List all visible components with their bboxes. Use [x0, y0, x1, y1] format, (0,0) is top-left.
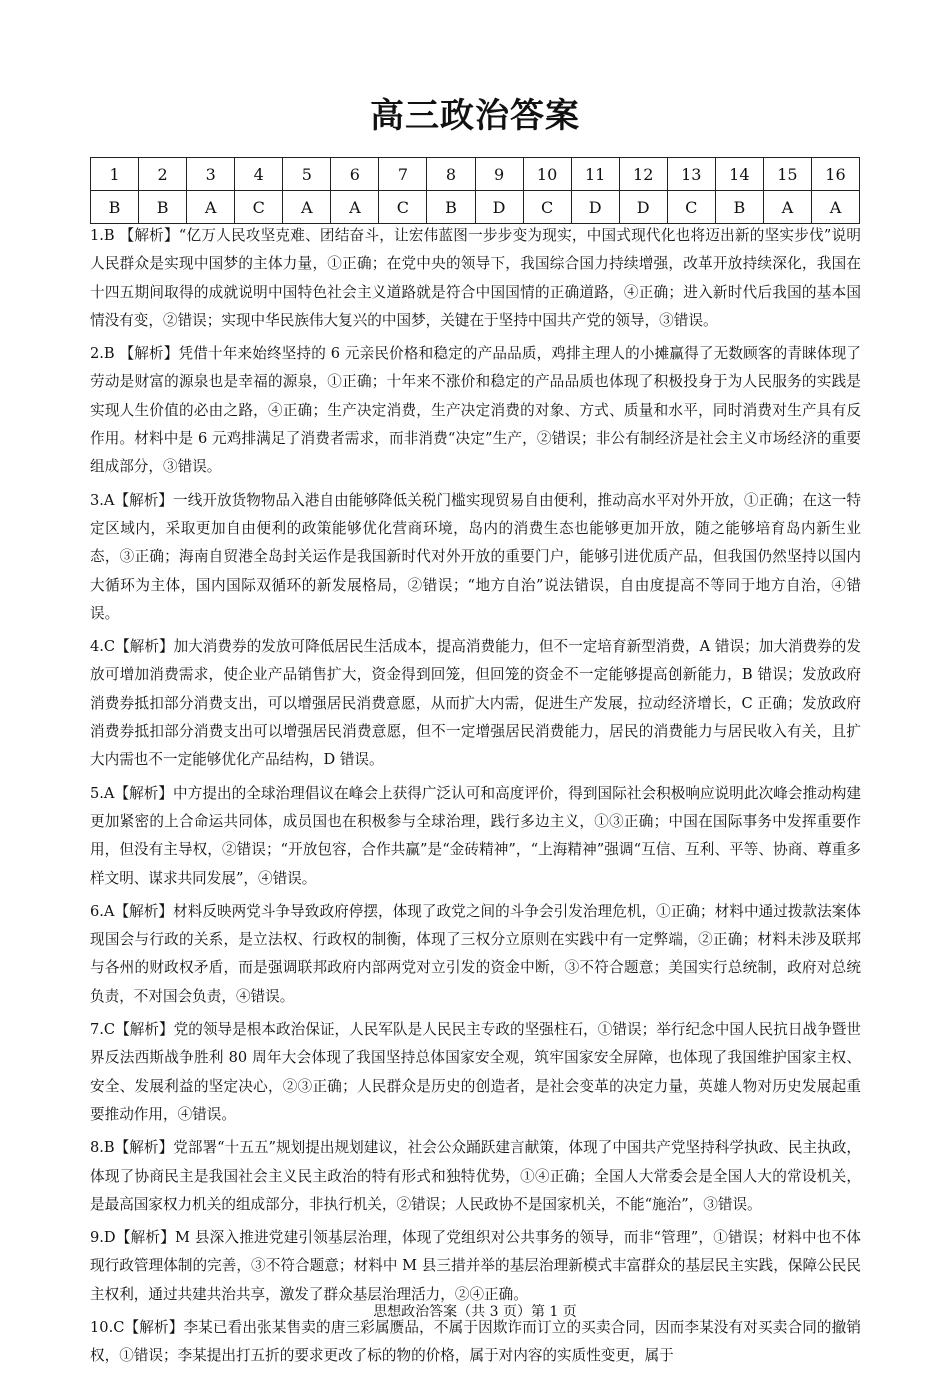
question-number-cell: 5 [283, 158, 331, 191]
explanations [90, 222, 861, 1376]
answer-cell: A [187, 191, 235, 224]
answer-cell: D [619, 191, 667, 224]
explanation-item: 6.A【解析】材料反映两党斗争导致政府停摆，体现了政党之间的斗争会引发治理危机，①正确；材料中通过拨款法案体现国会与行政的关系，是立法权、行政权的制衡，体现了三权分立原则在实践中有一定弊端，②正确；材料未涉及联邦与各州的财政权矛盾，而是强调联邦政府内部两党对立引发的资金中断，③不符合题意；美国实行总统制，政府对总统负责，不对国会负责，④错误。 [90, 902, 861, 1005]
explanation-item: 2.B 【解析】凭借十年来始终坚持的 6 元亲民价格和稳定的产品品质，鸡排主理人的小摊赢得了无数顾客的青睐体现了劳动是财富的源泉也是幸福的源泉，①正确；十年来不涨价和稳定的产品品质也体现了积极投身于为人民服务的实践是实现人生价值的必由之路，④正确；生产决定消费，生产决定消费的对象、方式、质量和水平，同时消费对生产具有反作用。材料中是 6 元鸡排满足了消费者需求，而非消费“决定”生产，②错误；非公有制经济是社会主义市场经济的重要组成部分，③错误。 [90, 345, 861, 476]
explanation-item: 9.D【解析】M 县深入推进党建引领基层治理，体现了党组织对公共事务的领导，而非“管理”，①错误；材料中也不体现行政管理体制的完善，③不符合题意；材料中 M 县三措并举的基层治理新模式丰富群众的基层民主实践，保障公民民主权利，通过共建共治共享，激发了群众基层治理活力，②④正确。 [90, 1229, 861, 1303]
page-title: 高三政治答案 [370, 96, 580, 136]
answer-cell: D [571, 191, 619, 224]
question-number-cell: 16 [811, 158, 859, 191]
question-number-cell: 4 [235, 158, 283, 191]
question-number-cell: 7 [379, 158, 427, 191]
question-number-cell: 10 [523, 158, 571, 191]
question-number-cell: 8 [427, 158, 475, 191]
answer-cell: D [475, 191, 523, 224]
question-number-cell: 9 [475, 158, 523, 191]
answer-cell: A [331, 191, 379, 224]
answer-cell: B [139, 191, 187, 224]
explanation-item: 5.A【解析】中方提出的全球治理倡议在峰会上获得广泛认可和高度评价，得到国际社会积极响应说明此次峰会推动构建更加紧密的上合命运共同体，成员国也在积极参与全球治理，践行多边主义，①③正确；中国在国际事务中发挥重要作用，但没有主导权，②错误；“开放包容，合作共赢”是“金砖精神”，“上海精神”强调“互信、互利、平等、协商、尊重多样文明、谋求共同发展”，④错误。 [90, 784, 861, 887]
answer-cell: B [427, 191, 475, 224]
explanation-item: 4.C【解析】加大消费券的发放可降低居民生活成本，提高消费能力，但不一定培育新型消费，A 错误；加大消费券的发放可增加消费需求，使企业产品销售扩大，资金得到回笼，但回笼的资金不一定能够提高创新能力，B 错误；发放政府消费券抵扣部分消费支出，可以增强居民消费意愿，从而扩大内需，促进生产发展，拉动经济增长，C 正确；发放政府消费券抵扣部分消费支出可以增强居民消费意愿，但不一定增强居民消费能力，居民的消费能力与居民收入有关，且扩大内需也不一定能够优化产品结构，D 错误。 [90, 638, 861, 769]
answer-cell: A [763, 191, 811, 224]
question-number-cell: 11 [571, 158, 619, 191]
answer-cell: A [283, 191, 331, 224]
answer-cell: C [667, 191, 715, 224]
answer-table-number-row [91, 158, 860, 191]
question-number-cell: 2 [139, 158, 187, 191]
answer-table-answer-row [91, 191, 860, 224]
question-number-cell: 14 [715, 158, 763, 191]
page-footer: 思想政治答案（共 3 页）第 1 页 [373, 1304, 577, 1320]
answer-cell: B [715, 191, 763, 224]
answer-cell: A [811, 191, 859, 224]
question-number-cell: 6 [331, 158, 379, 191]
question-number-cell: 15 [763, 158, 811, 191]
answer-table [90, 157, 860, 224]
question-number-cell: 12 [619, 158, 667, 191]
question-number-cell: 13 [667, 158, 715, 191]
answer-cell: C [379, 191, 427, 224]
answer-cell: B [91, 191, 139, 224]
answer-cell: C [523, 191, 571, 224]
explanation-item: 8.B【解析】党部署“十五五”规划提出规划建议，社会公众踊跃建言献策，体现了中国共产党坚持科学执政、民主执政，体现了协商民主是我国社会主义民主政治的特有形式和独特优势，①④正确；全国人大常委会是全国人大的常设机关，是最高国家权力机关的组成部分，非执行机关，②错误；人民政协不是国家机关，不能“施治”，③错误。 [90, 1139, 861, 1213]
explanation-item: 3.A【解析】一线开放货物物品入港自由能够降低关税门槛实现贸易自由便利，推动高水平对外开放，①正确；在这一特定区域内，采取更加自由便利的政策能够优化营商环境，岛内的消费生态也能够更加开放，随之能够培育岛内新生业态，③正确；海南自贸港全岛封关运作是我国新时代对外开放的重要门户，能够引进优质产品，但我国仍然坚持以国内大循环为主体，国内国际双循环的新发展格局，②错误；“地方自治”说法错误，自由度提高不等同于地方自治，④错误。 [90, 491, 861, 622]
explanation-item: 7.C【解析】党的领导是根本政治保证，人民军队是人民民主专政的坚强柱石，①错误；举行纪念中国人民抗日战争暨世界反法西斯战争胜利 80 周年大会体现了我国坚持总体国家安全观，筑牢国家安全屏障，也体现了我国维护国家主权、安全、发展利益的坚定决心，②③正确；人民群众是历史的创造者，是社会变革的决定力量，英雄人物对历史发展起重要推动作用，④错误。 [90, 1021, 861, 1123]
answer-cell: C [235, 191, 283, 224]
question-number-cell: 1 [91, 158, 139, 191]
question-number-cell: 3 [187, 158, 235, 191]
explanation-item: 10.C【解析】李某已看出张某售卖的唐三彩属赝品，不属于因欺诈而订立的买卖合同，因而李某没有对买卖合同的撤销权，①错误；李某提出打五折的要求更改了标的物的价格，属于对内容的实质性变更，属于 [90, 1318, 861, 1365]
explanation-item: 1.B 【解析】“亿万人民攻坚克难、团结奋斗，让宏伟蓝图一步步变为现实，中国式现代化也将迈出新的坚实步伐”说明人民群众是实现中国梦的主体力量，①正确；在党中央的领导下，我国综合国力持续增强，改革开放持续深化，我国在十四五期间取得的成就说明中国特色社会主义道路就是符合中国国情的正确道路，④正确；进入新时代后我国的基本国情没有变，②错误；实现中华民族伟大复兴的中国梦，关键在于坚持中国共产党的领导，③错误。 [90, 227, 861, 329]
